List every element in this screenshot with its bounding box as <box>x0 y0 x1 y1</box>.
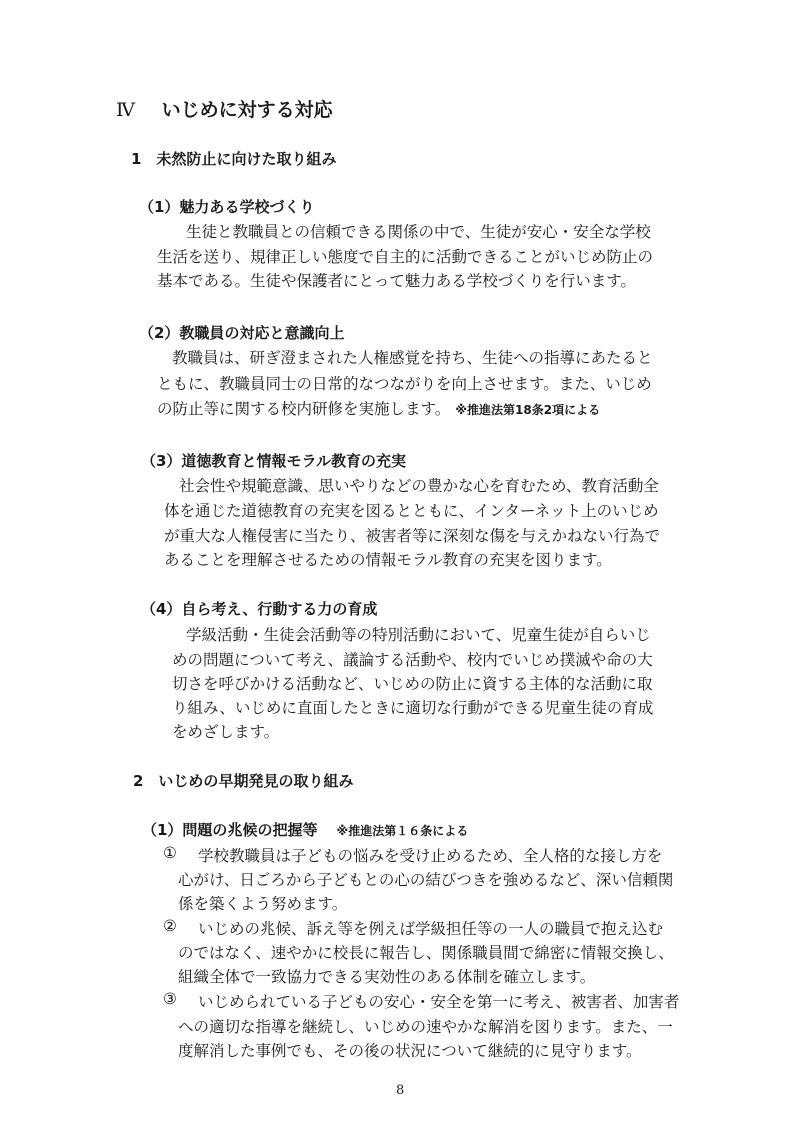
paragraph-line: あることを理解させるための情報モラル教育の充実を図ります。 <box>164 551 612 569</box>
section-1-heading: 1 未然防止に向けた取り組み <box>131 150 337 168</box>
chapter-number: Ⅳ <box>116 99 135 121</box>
paragraph-line: 教職員は、研ぎ澄まされた人権感覚を持ち、生徒への指導にあたると <box>172 349 653 367</box>
list-item-line: 係を築くよう努めます。 <box>178 895 348 913</box>
paragraph-line: 体を通じた道徳教育の充実を図るとともに、インターネット上のいじめ <box>164 502 659 520</box>
paragraph-line: が重大な人権侵害に当たり、被害者等に深刻な傷を与えかねない行為で <box>164 527 661 545</box>
paragraph-line: めの問題について考え、議論する活動や、校内でいじめ撲滅や命の大 <box>172 651 653 669</box>
list-item-line: のではなく、速やかに校長に報告し、関係職員間で綿密に情報交換し、 <box>178 944 674 962</box>
list-item-line: いじめられている子どもの安心・安全を第一に考え、被害者、加害者 <box>198 993 680 1011</box>
subsection-2-1-title: （1）問題の兆候の把握等 <box>142 821 318 839</box>
list-item-line: いじめの兆候、訴え等を例えば学級担任等の一人の職員で抱え込む <box>198 920 664 938</box>
paragraph-line: 学級活動・生徒会活動等の特別活動において、児童生徒が自らいじ <box>186 626 651 644</box>
list-item-line: への適切な指導を継続し、いじめの速やかな解消を図ります。また、一 <box>178 1018 673 1036</box>
list-item-marker: ① <box>163 844 177 862</box>
subsection-1-4-heading: （4）自ら考え、行動する力の育成 <box>141 600 378 618</box>
law-reference-note: ※推進法第１６条による <box>336 824 469 838</box>
subsection-2-1-heading <box>142 819 468 840</box>
list-item-line: 度解消した事例でも、その後の状況について継続的に見守ります。 <box>178 1042 642 1060</box>
paragraph-line: 生徒と教職員との信頼できる関係の中で、生徒が安心・安全な学校 <box>186 223 651 241</box>
paragraph-line: 基本である。生徒や保護者にとって魅力ある学校づくりを行います。 <box>157 272 636 290</box>
paragraph-line: ともに、教職員同士の日常的なつながりを向上させます。また、いじめ <box>157 375 652 393</box>
subsection-1-2-heading: （2）教職員の対応と意識向上 <box>139 324 345 342</box>
list-item-marker: ③ <box>163 990 177 1008</box>
paragraph-line: をめざします。 <box>172 723 280 741</box>
paragraph-line: 切さを呼びかける活動など、いじめの防止に資する主体的な活動に取 <box>172 675 653 693</box>
list-item-line: 心がけ、日ごろから子どもとの心の結びつきを強めるなど、深い信頼関 <box>178 871 674 889</box>
chapter-title <box>116 95 333 122</box>
paragraph-line-with-note <box>157 397 600 419</box>
paragraph-line: 社会性や規範意識、思いやりなどの豊かな心を育むため、教育活動全 <box>179 477 659 495</box>
paragraph-line: 生活を送り、規律正しい態度で自主的に活動できることがいじめ防止の <box>157 248 654 266</box>
chapter-title-text: いじめに対する対応 <box>161 99 333 121</box>
section-2-heading: 2 いじめの早期発見の取り組み <box>133 772 354 790</box>
subsection-1-1-heading: （1）魅力ある学校づくり <box>139 198 315 216</box>
law-reference-note: ※推進法第18条2項による <box>455 403 601 417</box>
list-item-line: 組織全体で一致協力できる実効性のある体制を確立します。 <box>178 968 596 986</box>
list-item-marker: ② <box>163 917 177 935</box>
page-number: 8 <box>396 1083 405 1098</box>
subsection-1-3-heading: （3）道徳教育と情報モラル教育の充実 <box>141 452 406 470</box>
paragraph-text: の防止等に関する校内研修を実施します。 <box>157 400 451 418</box>
paragraph-line: り組み、いじめに直面したときに適切な行動ができる児童生徒の育成 <box>172 699 654 717</box>
list-item-line: 学校教職員は子どもの悩みを受け止めるため、全人格的な接し方を <box>198 847 663 865</box>
